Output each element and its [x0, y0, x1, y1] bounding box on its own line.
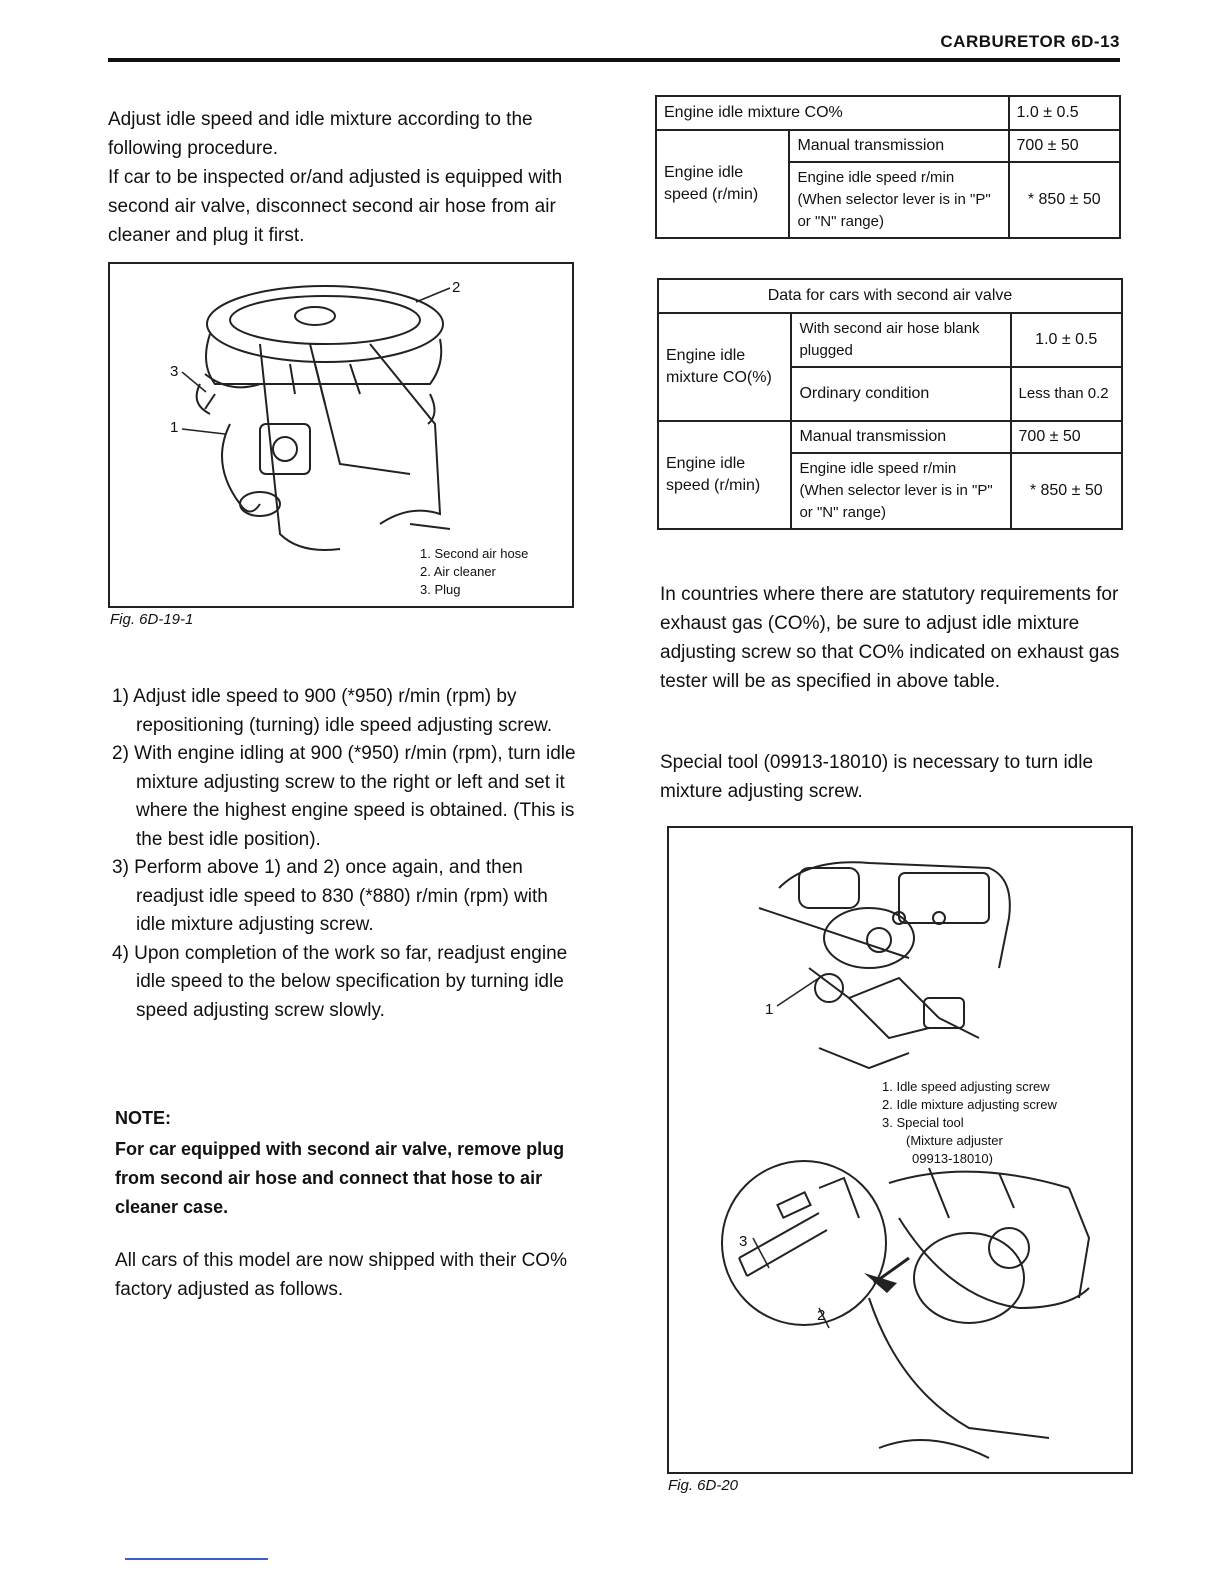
table1-mixture-label: Engine idle mixture CO%: [656, 96, 1009, 130]
procedure-step: 4) Upon completion of the work so far, readjust engine idle speed to the below specification by turning idle speed adjusting screw slowly.: [112, 942, 568, 1021]
fig1-legend-item: 3. Plug: [420, 582, 461, 597]
second-air-valve-table: [657, 278, 1123, 530]
procedure-step: 1) Adjust idle speed to 900 (*950) r/min (rpm) by repositioning (turning) idle speed adjusting screw.: [112, 686, 553, 736]
note-body: For car equipped with second air valve, remove plug from second air hose and connect that hose to air cleaner case.: [115, 1139, 565, 1217]
table2-plugged-value: 1.0 ± 0.5: [1011, 313, 1122, 367]
table1-mt-value: 700 ± 50: [1009, 130, 1120, 162]
fig2-callout-2: 2: [817, 1307, 826, 1324]
procedure-step: 2) With engine idling at 900 (*950) r/min (rpm), turn idle mixture adjusting screw to the right or left and set it where the highest engine speed is obtained. (This is the best idle position).: [112, 743, 576, 850]
fig1-callout-3: 3: [170, 363, 179, 380]
statutory-paragraph: In countries where there are statutory requirements for exhaust gas (CO%), be sure to adjust idle mixture adjusting screw so that CO% indicated on exhaust gas tester will be as specified in above table.: [660, 584, 1120, 692]
fig2-legend-item: 3. Special tool: [882, 1115, 964, 1130]
fig2-callout-1: 1: [765, 1001, 774, 1018]
fig2-legend-item: 1. Idle speed adjusting screw: [882, 1079, 1050, 1094]
table2-at-value: * 850 ± 50: [1011, 453, 1122, 529]
idle-spec-table: [655, 95, 1121, 239]
procedure-step: 3) Perform above 1) and 2) once again, and then readjust idle speed to 830 (*880) r/min (rpm) with idle mixture adjusting screw.: [112, 857, 548, 935]
page-header: CARBURETOR 6D-13: [940, 32, 1120, 51]
table1-mixture-value: 1.0 ± 0.5: [1009, 96, 1120, 130]
fig1-caption: Fig. 6D-19-1: [110, 611, 194, 628]
header-rule: [108, 58, 1120, 62]
table2-plugged-label: With second air hose blank plugged: [791, 313, 1010, 367]
fig1-legend-item: 2. Air cleaner: [420, 564, 496, 579]
table2-ordinary-value: Less than 0.2: [1011, 367, 1122, 421]
table2-ordinary-label: Ordinary condition: [791, 367, 1010, 421]
fig1-legend: [420, 545, 528, 599]
fig2-legend-item: (Mixture adjuster: [906, 1133, 1003, 1148]
table1-at-label: Engine idle speed r/min (When selector lever is in "P" or "N" range): [789, 162, 1008, 238]
table1-speed-label: Engine idle speed (r/min): [656, 130, 789, 238]
fig1-callout-2: 2: [452, 279, 461, 296]
table1-at-value: * 850 ± 50: [1009, 162, 1120, 238]
fig2-legend: [882, 1078, 1057, 1168]
table2-title: Data for cars with second air valve: [658, 279, 1122, 313]
table2-mt-label: Manual transmission: [791, 421, 1010, 453]
fig2-legend-item: 09913-18010): [912, 1151, 993, 1166]
fig1-callout-1: 1: [170, 419, 179, 436]
table2-mt-value: 700 ± 50: [1011, 421, 1122, 453]
fig2-callout-3: 3: [739, 1233, 748, 1250]
table1-mt-label: Manual transmission: [789, 130, 1008, 162]
shipped-paragraph: All cars of this model are now shipped with their CO% factory adjusted as follows.: [115, 1250, 567, 1300]
footer-rule: [125, 1558, 268, 1560]
note-heading: NOTE:: [115, 1108, 171, 1128]
fig2-legend-item: 2. Idle mixture adjusting screw: [882, 1097, 1057, 1112]
fig2-caption: Fig. 6D-20: [668, 1477, 739, 1494]
table2-at-label: Engine idle speed r/min (When selector lever is in "P" or "N" range): [791, 453, 1010, 529]
procedure-steps: [112, 683, 582, 1025]
table2-speed-label: Engine idle speed (r/min): [658, 421, 791, 529]
special-tool-paragraph: Special tool (09913-18010) is necessary to turn idle mixture adjusting screw.: [660, 752, 1094, 802]
intro-paragraph-2: If car to be inspected or/and adjusted is equipped with second air valve, disconnect second air hose from air cleaner and plug it first.: [108, 167, 563, 246]
table2-mixture-label: Engine idle mixture CO(%): [658, 313, 791, 421]
fig1-legend-item: 1. Second air hose: [420, 546, 529, 561]
intro-paragraph-1: Adjust idle speed and idle mixture according to the following procedure.: [108, 109, 533, 159]
